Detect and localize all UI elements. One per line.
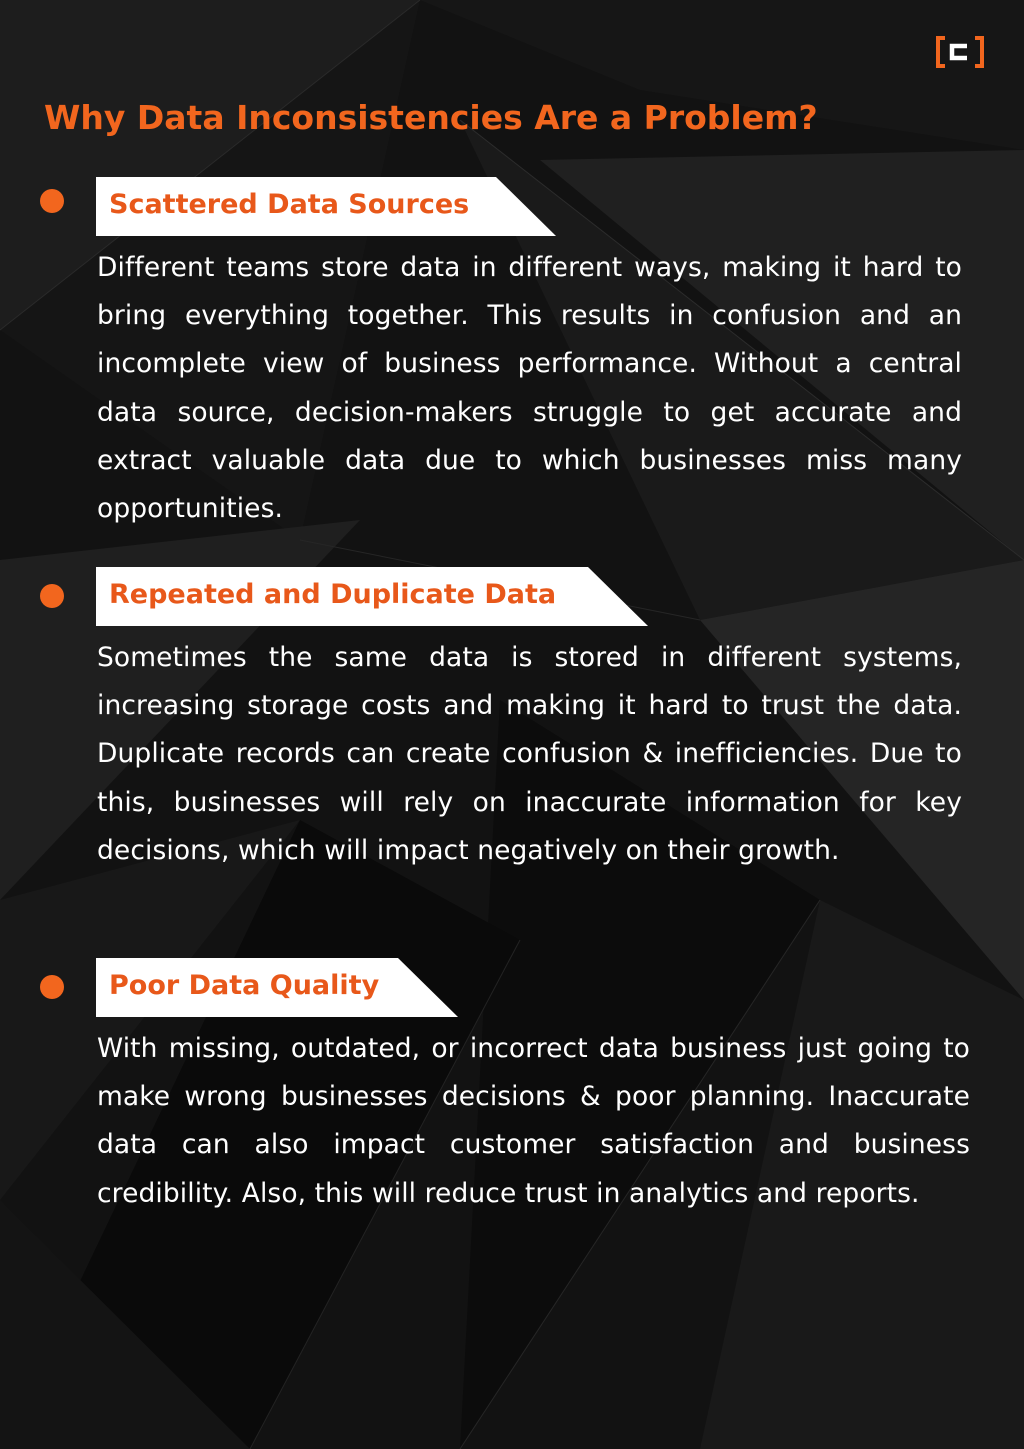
page-title: Why Data Inconsistencies Are a Problem? <box>44 98 818 137</box>
bracket-c-logo-icon <box>936 36 984 68</box>
bullet-dot <box>40 584 64 608</box>
section-heading-banner <box>96 958 458 1017</box>
bullet-dot <box>40 975 64 999</box>
section-body: Different teams store data in different ways, making it hard to bring everything together. This results in confusion and an incomplete view of business performance. Without a central data source, decision-makers struggle to get accurate and extract valuable data due to which businesses miss many opportunities. <box>97 252 962 525</box>
section-heading-banner <box>96 567 648 626</box>
section-heading-banner <box>96 177 556 236</box>
section-heading: Scattered Data Sources <box>109 189 470 220</box>
section-body: With missing, outdated, or incorrect data business just going to make wrong businesses decisions & poor planning. Inaccurate data can also impact customer satisfaction and business credibility. Also, this will reduce trust in analytics and reports. <box>97 1033 970 1209</box>
bullet-dot <box>40 189 64 213</box>
section-heading: Repeated and Duplicate Data <box>109 579 557 610</box>
section-heading: Poor Data Quality <box>109 970 380 1001</box>
section-body: Sometimes the same data is stored in different systems, increasing storage costs and making it hard to trust the data. Duplicate records can create confusion & inefficiencies. Due to this, businesses will rely on inaccurate information for key decisions, which will impact negatively on their growth. <box>97 642 962 866</box>
